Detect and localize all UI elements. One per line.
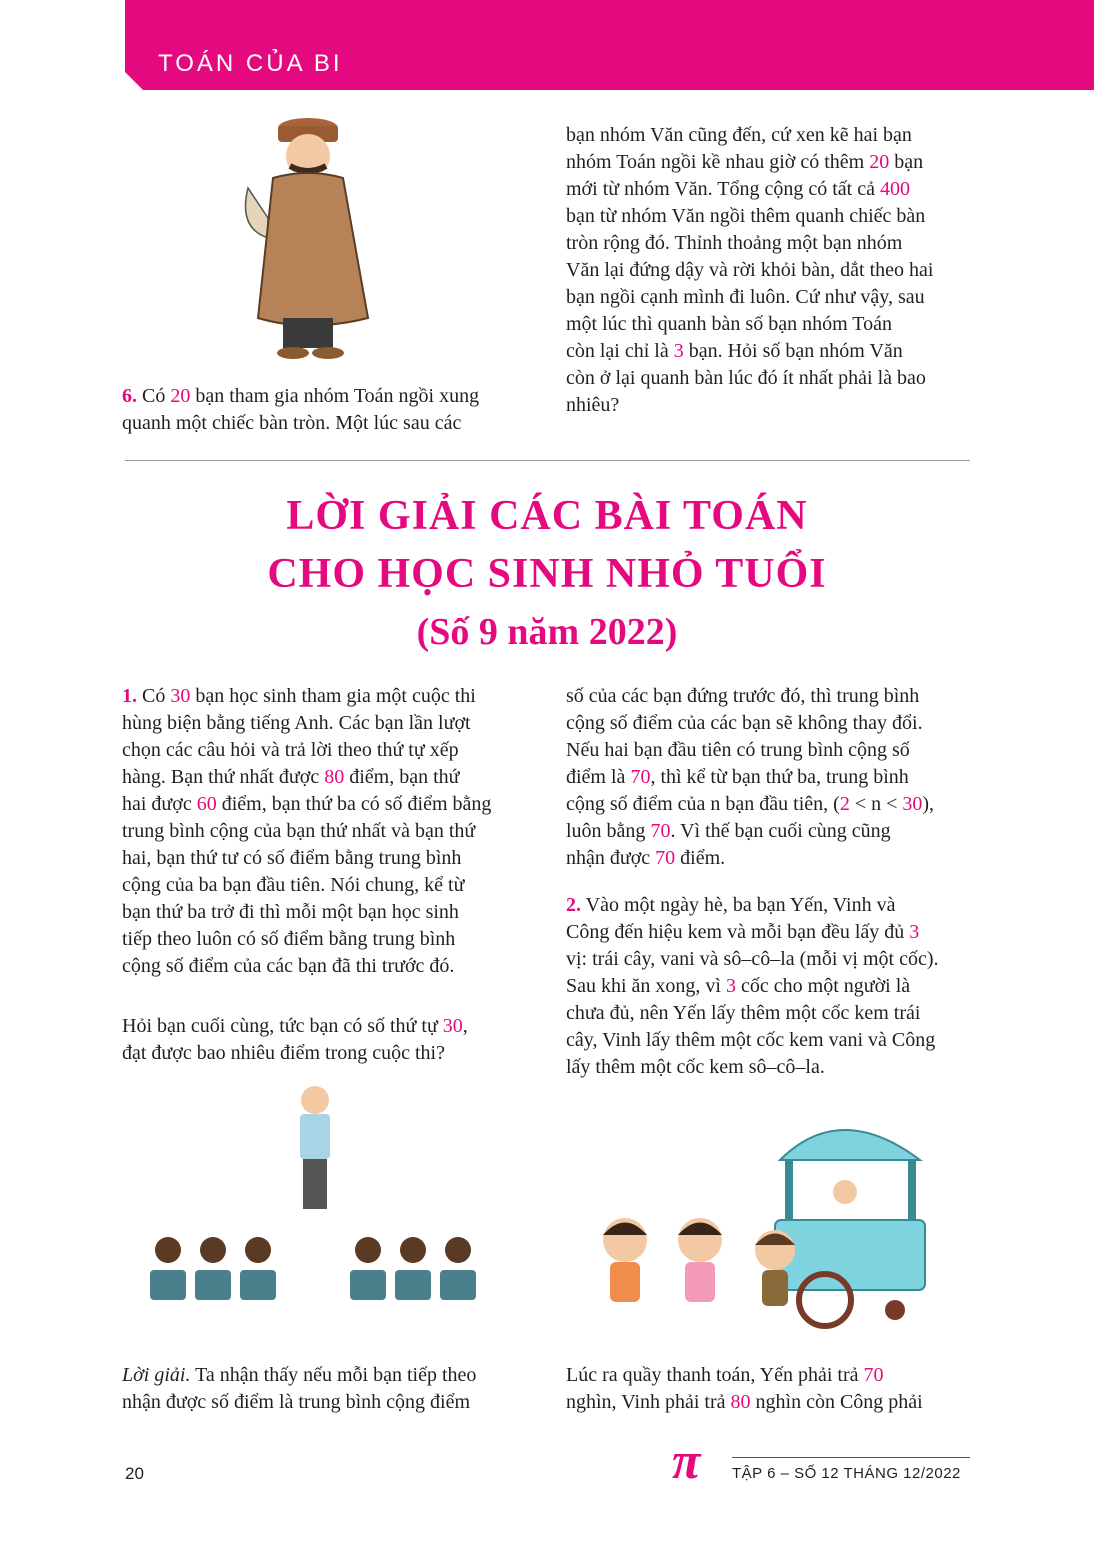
- text-line: bạn thứ ba trở đi thì mỗi một bạn học sinh: [122, 901, 459, 923]
- text-line: cộng số điểm của n bạn đầu tiên, (2 < n < 30),: [566, 793, 935, 815]
- text-line: cộng số điểm của các bạn đã thi trước đó.: [122, 955, 455, 977]
- solutions-title-issue: (Số 9 năm 2022): [416, 611, 678, 653]
- text-line: còn lại chỉ là 3 bạn. Hỏi số bạn nhóm Văn: [566, 340, 903, 362]
- text-line: cây, Vinh lấy thêm một cốc kem vani và Công: [566, 1029, 936, 1051]
- text-line: hai, bạn thứ tư có số điểm bằng trung bình: [122, 847, 462, 869]
- text-line: tiếp theo luôn có số điểm bằng trung bình: [122, 928, 456, 950]
- text-line: lấy thêm một cốc kem sô–cô–la.: [566, 1056, 825, 1078]
- text-line: Hỏi bạn cuối cùng, tức bạn có số thứ tự 30,: [122, 1015, 468, 1037]
- classroom-illustration: [140, 1080, 520, 1340]
- text-line: Lúc ra quầy thanh toán, Yến phải trả 70: [566, 1364, 884, 1386]
- problem-6-right: [566, 122, 970, 419]
- text-line: Nếu hai bạn đầu tiên có trung bình cộng số: [566, 739, 910, 761]
- answer-label: Lời giải.: [122, 1364, 191, 1386]
- divider: [125, 460, 970, 461]
- problem-number: 2.: [566, 894, 581, 916]
- text-line: hùng biện bằng tiếng Anh. Các bạn lần lượt: [122, 712, 471, 734]
- text-line: cộng của ba bạn đầu tiên. Nói chung, kể từ: [122, 874, 465, 896]
- text-line: cộng số điểm của các bạn sẽ không thay đổi.: [566, 712, 923, 734]
- scholar-illustration: [228, 118, 388, 363]
- text-line: đạt được bao nhiêu điểm trong cuộc thi?: [122, 1042, 445, 1064]
- text-line: Sau khi ăn xong, vì 3 cốc cho một người là: [566, 975, 911, 997]
- solution-1-question: [122, 1013, 527, 1067]
- text-line: nghìn, Vinh phải trả 80 nghìn còn Công phải: [566, 1391, 923, 1413]
- text-line: bạn ngồi cạnh mình đi luôn. Cứ như vậy, sau: [566, 286, 925, 308]
- problem-6-left: [122, 383, 527, 437]
- text-line: còn ở lại quanh bàn lúc đó ít nhất phải là bao: [566, 367, 926, 389]
- text-line: nhận được 70 điểm.: [566, 847, 726, 869]
- problem-number: 6.: [122, 385, 137, 407]
- text-line: bạn từ nhóm Văn ngồi thêm quanh chiếc bàn: [566, 205, 926, 227]
- problem-number: 1.: [122, 685, 137, 707]
- solutions-title-line1: LỜI GIẢI CÁC BÀI TOÁN: [286, 493, 808, 539]
- text-line: điểm là 70, thì kể từ bạn thứ ba, trung bình: [566, 766, 909, 788]
- text-line: Văn lại đứng dậy và rời khỏi bàn, dắt theo hai: [566, 259, 934, 281]
- text-line: Công đến hiệu kem và mỗi bạn đều lấy đủ 3: [566, 921, 920, 943]
- text-line: mới từ nhóm Văn. Tổng cộng có tất cả 400: [566, 178, 910, 200]
- footer-rule: [732, 1457, 970, 1458]
- solution-2-problem: [566, 892, 970, 1081]
- page-number: 20: [125, 1464, 144, 1483]
- text-line: Có 30 bạn học sinh tham gia một cuộc thi: [142, 685, 476, 707]
- text-line: số của các bạn đứng trước đó, thì trung bình: [566, 685, 920, 707]
- section-title: TOÁN CỦA BI: [158, 50, 343, 77]
- solution-2-continued: [566, 1362, 970, 1416]
- text-line: Có 20 bạn tham gia nhóm Toán ngồi xung: [142, 385, 480, 407]
- text-line: chưa đủ, nên Yến lấy thêm một cốc kem trái: [566, 1002, 921, 1024]
- solutions-title-line2: CHO HỌC SINH NHỎ TUỔI: [267, 551, 827, 597]
- text-line: tròn rộng đó. Thỉnh thoảng một bạn nhóm: [566, 232, 903, 254]
- text-line: một lúc thì quanh bàn số bạn nhóm Toán: [566, 313, 892, 335]
- solution-1-answer: [122, 1362, 527, 1416]
- text-line: bạn nhóm Văn cũng đến, cứ xen kẽ hai bạn: [566, 124, 912, 146]
- text-line: Vào một ngày hè, ba bạn Yến, Vinh và: [581, 894, 896, 916]
- text-line: luôn bằng 70. Vì thế bạn cuối cùng cũng: [566, 820, 891, 842]
- solution-1-problem: [122, 683, 527, 980]
- text-line: nhóm Toán ngồi kề nhau giờ có thêm 20 bạn: [566, 151, 924, 173]
- text-line: chọn các câu hỏi và trả lời theo thứ tự xếp: [122, 739, 459, 761]
- text-line: quanh một chiếc bàn tròn. Một lúc sau các: [122, 412, 462, 434]
- text-line: nhận được số điểm là trung bình cộng điểm: [122, 1391, 471, 1413]
- text-line: hai được 60 điểm, bạn thứ ba có số điểm bằng: [122, 793, 492, 815]
- solution-1-answer-cont: [566, 683, 970, 872]
- text-line: Ta nhận thấy nếu mỗi bạn tiếp theo: [190, 1364, 477, 1386]
- text-line: nhiêu?: [566, 394, 620, 416]
- text-line: trung bình cộng của bạn thứ nhất và bạn thứ: [122, 820, 476, 842]
- ice-cream-cart-illustration: [590, 1100, 950, 1340]
- text-line: hàng. Bạn thứ nhất được 80 điểm, bạn thứ: [122, 766, 460, 788]
- text-line: vị: trái cây, vani và sô–cô–la (mỗi vị một cốc).: [566, 948, 939, 970]
- pi-logo: π: [672, 1433, 701, 1490]
- issue-label: TẬP 6 – SỐ 12 THÁNG 12/2022: [732, 1465, 961, 1482]
